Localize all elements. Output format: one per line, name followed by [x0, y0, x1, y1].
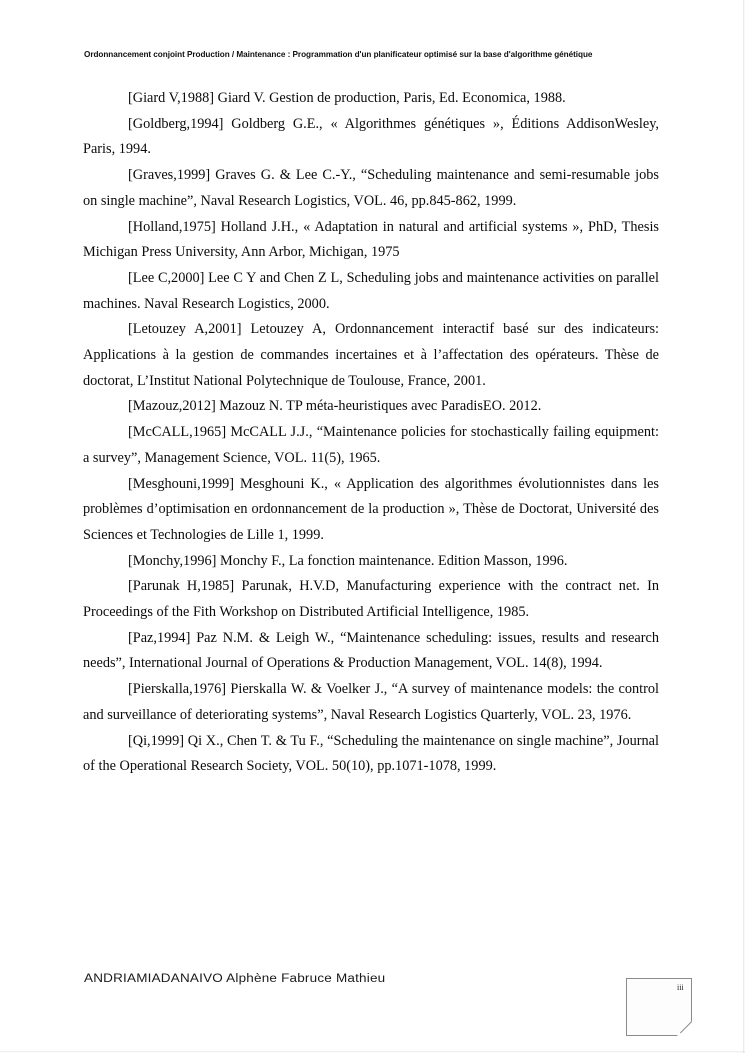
reference-item: [Giard V,1988] Giard V. Gestion de production, Paris, Ed. Economica, 1988. — [128, 90, 566, 106]
reference-item: [Goldberg,1994] Goldberg G.E., « Algorithmes génétiques », Éditions AddisonWesley, Paris, 1994. — [83, 115, 659, 158]
reference-item: [Mesghouni,1999] Mesghouni K., « Application des algorithmes évolutionnistes dans les problèmes d’optimisation en ordonnancement de la production », Thèse de Doctorat, Université des Sciences et Technologies de Lille 1, 1999. — [83, 475, 659, 543]
footer-author: ANDRIAMIADANAIVO Alphène Fabruce Mathieu — [84, 971, 386, 985]
reference-item: [Parunak H,1985] Parunak, H.V.D, Manufacturing experience with the contract net. In Proceedings of the Fith Workshop on Distributed Artificial Intelligence, 1985. — [83, 578, 659, 621]
page-number: iii — [677, 983, 684, 992]
reference-item: [Letouzey A,2001] Letouzey A, Ordonnancement interactif basé sur des indicateurs: Applications à la gestion de commandes incertaines et à l’affectation des opérateurs. Thèse de doctorat, L’Institut National Polytechnique de Toulouse, France, 2001. — [83, 321, 659, 389]
reference-item: [Paz,1994] Paz N.M. & Leigh W., “Maintenance scheduling: issues, results and research needs”, International Journal of Operations & Production Management, VOL. 14(8), 1994. — [83, 629, 659, 672]
reference-item: [Mazouz,2012] Mazouz N. TP méta-heuristiques avec ParadisEO. 2012. — [128, 398, 542, 415]
reference-item: [Monchy,1996] Monchy F., La fonction maintenance. Edition Masson, 1996. — [128, 552, 568, 569]
page-number-box — [626, 978, 692, 1036]
references-list — [83, 86, 659, 780]
reference-item: [Lee C,2000] Lee C Y and Chen Z L, Scheduling jobs and maintenance activities on parallel machines. Naval Research Logistics, 2000. — [83, 269, 659, 312]
reference-item: [Holland,1975] Holland J.H., « Adaptation in natural and artificial systems », PhD, Thesis Michigan Press University, Ann Arbor, Michigan, 1975 — [83, 218, 659, 261]
reference-item: [Qi,1999] Qi X., Chen T. & Tu F., “Scheduling the maintenance on single machine”, Journal of the Operational Research Society, VOL. 50(10), pp.1071-1078, 1999. — [83, 732, 659, 775]
reference-item: [Graves,1999] Graves G. & Lee C.-Y., “Scheduling maintenance and semi-resumable jobs on single machine”, Naval Research Logistics, VOL. 46, pp.845-862, 1999. — [83, 167, 659, 209]
reference-item: [Pierskalla,1976] Pierskalla W. & Voelker J., “A survey of maintenance models: the control and surveillance of deteriorating systems”, Naval Research Logistics Quarterly, VOL. 23, 1976. — [83, 681, 659, 723]
running-header: Ordonnancement conjoint Production / Maintenance : Programmation d'un planificateur optimisé sur la base d'algorithme génétique — [84, 50, 593, 59]
reference-item: [McCALL,1965] McCALL J.J., “Maintenance policies for stochastically failing equipment: a survey”, Management Science, VOL. 11(5), 1965. — [83, 424, 659, 466]
